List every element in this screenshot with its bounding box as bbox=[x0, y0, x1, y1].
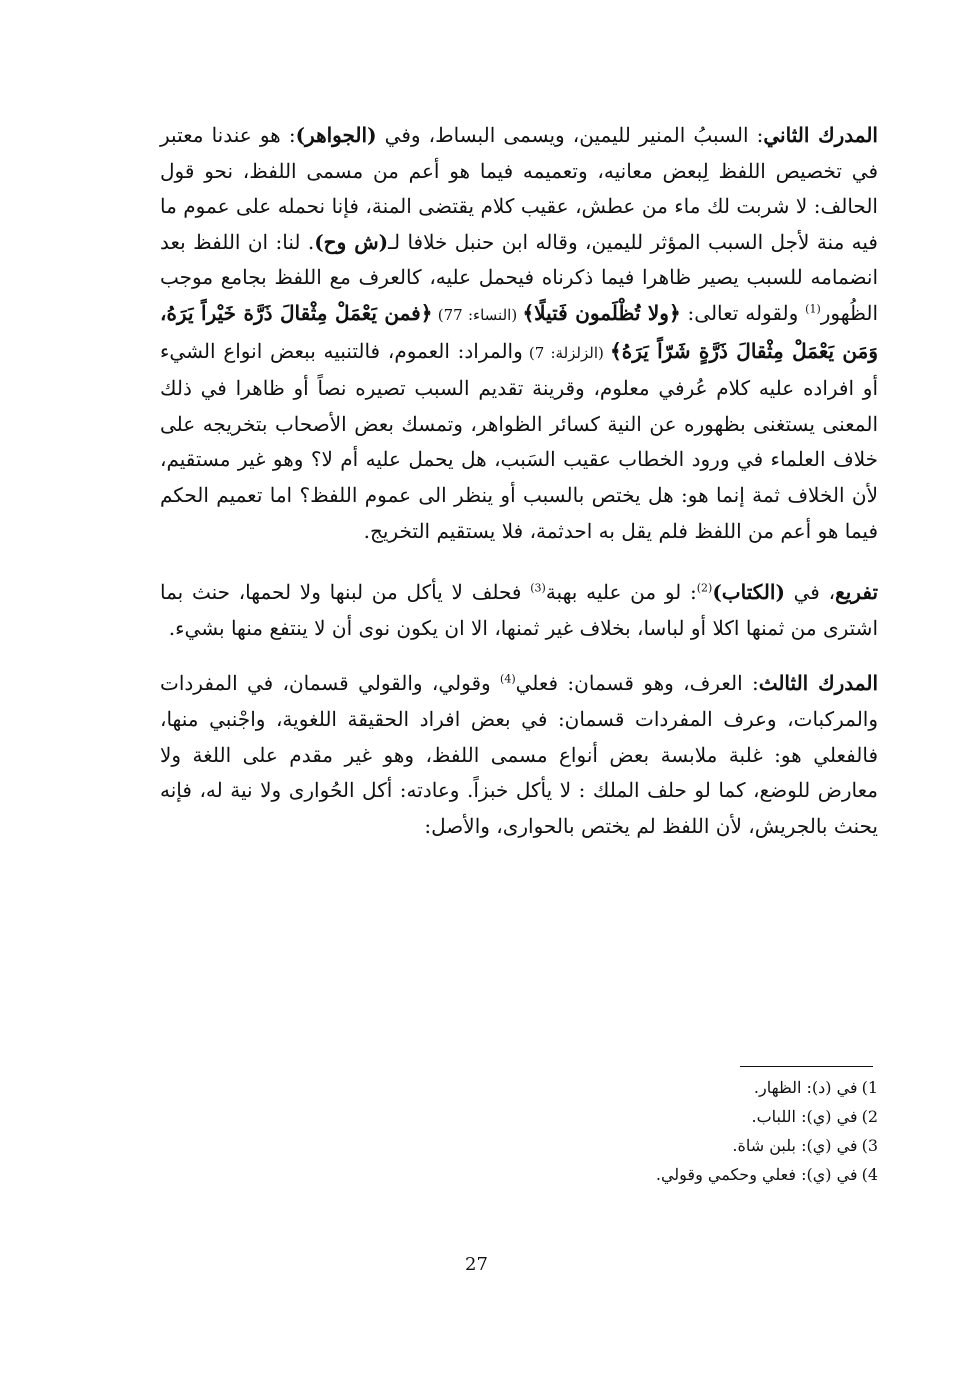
footnote bbox=[560, 1160, 878, 1189]
footnote-number: 1) bbox=[861, 1078, 878, 1097]
text-segment: وقولي، والقولي قسمان، في المفردات والمركبات، وعرف المفردات قسمان: في بعض افراد الحقيقة اللغوية، واجْنبي منها، فالفعلي هو: غلبة ملابسة بعض أنواع مسمى اللفظ، وهو غير مقدم على اللغة ولا معارض للوضع، كما لو حلف الملك : لا يأكل خبزاً. وعادته: أكل الحُوارى ولا نية له، فإنه يحنث بالجريش، لأن اللفظ لم يختص بالحوارى، والأصل: bbox=[160, 671, 878, 838]
text-segment: : السببُ المنير لليمين، ويسمى البساط، وفي bbox=[376, 123, 764, 147]
paragraph-second-source bbox=[160, 118, 878, 549]
paragraph-third-source bbox=[160, 666, 878, 844]
footnote-text: في (ي): بلبن شاة. bbox=[732, 1136, 858, 1155]
footnote-ref: (4) bbox=[500, 672, 516, 686]
text-segment: والمراد: العموم، فالتنبيه ببعض انواع الشيء أو افراده عليه كلام عُرفي معلوم، وقرينة تقديم السبب تصيره نصاً أو ظاهرا في ذلك المعنى يستغنى بظهوره عن النية كسائر الظواهر، وتمسك بعض الأصحاب بتخريجه على خلاف العلماء في ورود الخطاب عقيب السَبب، هل يحمل عليه أم لا؟ وهو غير مستقيم، لأن الخلاف ثمة إنما هو: هل يختص بالسبب أو ينظر الى عموم اللفظ؟ اما تعميم الحكم فيما هو أعم من اللفظ فلم يقل به احدثمة، فلا يستقيم التخريج. bbox=[160, 338, 878, 543]
footnote-text: في (د): الظهار. bbox=[753, 1078, 858, 1097]
emphasis-text: المدرك الثاني bbox=[763, 123, 878, 147]
emphasis-text: ﴿فمن يَعْمَلْ مِثْقالَ ذَرَّة خَيْراً يَرَهُ، وَمَن يَعْمَلْ مِثْقالَ ذَرَّةٍ شَرّاً يَرَهُ﴾ bbox=[160, 300, 878, 363]
footnote-number: 3) bbox=[861, 1136, 878, 1155]
footnote-ref: (3) bbox=[530, 581, 546, 595]
footnote-number: 2) bbox=[861, 1107, 878, 1126]
emphasis-text: ﴿ولا تُظْلَمون فَتيلًا﴾ bbox=[522, 300, 681, 325]
footnotes bbox=[560, 1073, 878, 1189]
footnote bbox=[560, 1073, 878, 1102]
text-segment: . لنا: ان اللفظ بعد انضمامه للسبب يصير ظاهرا فيما ذكرناه فيحمل عليه، كالعرف مع اللفظ بجامع موجب الظُهور bbox=[160, 229, 878, 325]
text-segment: ولقوله تعالى: bbox=[680, 300, 806, 325]
footnote bbox=[560, 1131, 878, 1160]
page-number: 27 bbox=[465, 1254, 488, 1275]
emphasis-text: المدرك الثالث bbox=[758, 671, 878, 696]
footnote-ref: (2) bbox=[696, 581, 713, 595]
footnote-separator bbox=[740, 1066, 873, 1067]
text-segment: فحلف لا يأكل من لبنها ولا لحمها، حنث بما اشترى من ثمنها اكلا أو لباسا، بخلاف غير ثمنها، الا ان يكون نوى أن لا ينتفع منها بشيء. bbox=[160, 580, 878, 640]
text-segment: (النساء: 77) bbox=[432, 305, 523, 324]
text-segment: : هو عندنا معتبر في تخصيص اللفظ لِبعض معانيه، وتعميمه فيما هو أعم من مسمى اللفظ، نحو قول الحالف: لا شربت لك ماء من عطش، عقيب كلام يقتضى المنة، فإنا نحمله على عموم ما فيه منة لأجل السبب المؤثر لليمين، وقاله ابن حنبل خلافا لـ bbox=[160, 123, 878, 254]
text-segment: : لو من عليه بهبة bbox=[545, 580, 697, 605]
footnote-text: في (ي): اللباب. bbox=[751, 1107, 858, 1126]
footnote-text: في (ي): فعلي وحكمي وقولي. bbox=[655, 1165, 858, 1184]
footnote bbox=[560, 1102, 878, 1131]
text-segment: ، في bbox=[784, 580, 836, 605]
emphasis-text: (الجواهر) bbox=[295, 123, 377, 147]
paragraph-derivation bbox=[160, 575, 878, 646]
body-text bbox=[160, 118, 878, 844]
emphasis-text: (الكتاب) bbox=[712, 580, 785, 605]
text-segment: : العرف، وهو قسمان: فعلي bbox=[515, 671, 759, 696]
text-segment: (الزلزلة: 7) bbox=[522, 343, 611, 362]
emphasis-text: تفريع bbox=[835, 580, 879, 605]
footnote-ref: (1) bbox=[805, 302, 821, 316]
emphasis-text: (ش وح) bbox=[314, 229, 389, 254]
footnote-number: 4) bbox=[861, 1165, 878, 1184]
